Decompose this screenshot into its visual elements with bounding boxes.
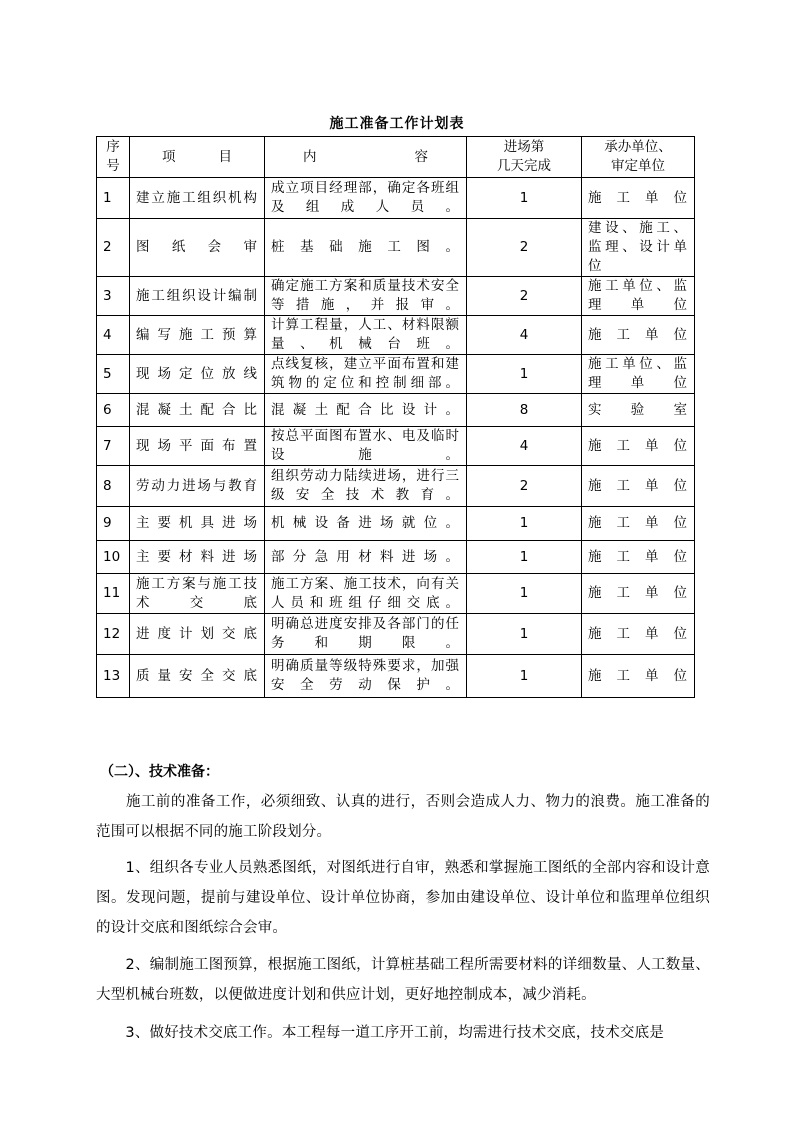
cell-unit: 施工单位: [582, 316, 695, 355]
preparation-plan-table: [96, 136, 695, 698]
cell-no: 5: [97, 355, 130, 394]
cell-content: 混凝土配合比设计。: [265, 394, 467, 427]
cell-days: 2: [467, 219, 582, 277]
header-no-line-1: 序: [106, 139, 120, 155]
table-row: [97, 355, 695, 394]
cell-item: 施工组织设计编制: [130, 277, 265, 316]
header-content-part-2: 容: [414, 148, 428, 165]
cell-item: 混凝土配合比: [130, 394, 265, 427]
cell-item: 现场定位放线: [130, 355, 265, 394]
table-row: [97, 277, 695, 316]
table-row: [97, 427, 695, 466]
table-row: [97, 614, 695, 655]
cell-content: 桩基础施工图。: [265, 219, 467, 277]
table-body: [97, 178, 695, 698]
header-no-line-2: 号: [106, 158, 120, 174]
table-row: [97, 541, 695, 574]
header-item: [130, 137, 265, 178]
cell-days: 1: [467, 614, 582, 655]
header-unit-line-1: 承办单位、: [604, 139, 672, 155]
cell-days: 2: [467, 466, 582, 507]
cell-days: 2: [467, 277, 582, 316]
cell-no: 4: [97, 316, 130, 355]
cell-days: 4: [467, 316, 582, 355]
cell-item: 劳动力进场与教育: [130, 466, 265, 507]
table-row: [97, 574, 695, 614]
table-row: [97, 316, 695, 355]
cell-no: 8: [97, 466, 130, 507]
paragraph-4: 3、做好技术交底工作。本工程每一道工序开工前，均需进行技术交底，技术交底是: [96, 1025, 665, 1041]
table-title: 施工准备工作计划表: [329, 116, 465, 132]
cell-item: 建立施工组织机构: [130, 178, 265, 219]
table-header-row: [97, 137, 695, 178]
cell-content: 机械设备进场就位。: [265, 507, 467, 541]
cell-unit: 建设、施工、监理、设计单位: [582, 219, 695, 277]
paragraph-2: 1、组织各专业人员熟悉图纸，对图纸进行自审，熟悉和掌握施工图纸的全部内容和设计意图。发现问题，提前与建设单位、设计单位协商，参加由建设单位、设计单位和监理单位组织的设计交底和图纸综合会审。: [96, 860, 710, 936]
cell-days: 1: [467, 655, 582, 698]
cell-content: 点线复核，建立平面布置和建筑物的定位和控制细部。: [265, 355, 467, 394]
cell-unit: 施工单位: [582, 614, 695, 655]
cell-unit: 施工单位: [582, 507, 695, 541]
cell-unit: 施工单位: [582, 574, 695, 614]
cell-days: 8: [467, 394, 582, 427]
cell-no: 12: [97, 614, 130, 655]
cell-unit: 施工单位、监理单位: [582, 355, 695, 394]
cell-item: 主要材料进场: [130, 541, 265, 574]
table-row: [97, 655, 695, 698]
paragraph-1: 施工前的准备工作，必须细致、认真的进行，否则会造成人力、物力的浪费。施工准备的范围可以根据不同的施工阶段划分。: [96, 794, 710, 840]
table-row: [97, 394, 695, 427]
cell-unit: 施工单位: [582, 655, 695, 698]
header-days-line-1: 进场第: [503, 139, 545, 155]
header-days: [467, 137, 582, 178]
cell-unit: 施工单位: [582, 427, 695, 466]
section-heading: （二）、技术准备：: [100, 764, 219, 780]
cell-content: 按总平面图布置水、电及临时设施。: [265, 427, 467, 466]
cell-content: 明确质量等级特殊要求，加强安全劳动保护。: [265, 655, 467, 698]
header-days-line-2: 几天完成: [497, 158, 551, 174]
table-row: [97, 466, 695, 507]
cell-item: 进度计划交底: [130, 614, 265, 655]
cell-item: 现场平面布置: [130, 427, 265, 466]
cell-days: 1: [467, 178, 582, 219]
header-unit: [582, 137, 695, 178]
cell-content: 部分急用材料进场。: [265, 541, 467, 574]
cell-no: 2: [97, 219, 130, 277]
cell-content: 组织劳动力陆续进场，进行三级安全技术教育。: [265, 466, 467, 507]
cell-item: 施工方案与施工技术交底: [130, 574, 265, 614]
cell-no: 1: [97, 178, 130, 219]
cell-days: 1: [467, 574, 582, 614]
cell-unit: 施工单位: [582, 541, 695, 574]
cell-days: 1: [467, 355, 582, 394]
cell-content: 成立项目经理部，确定各班组及组成人员。: [265, 178, 467, 219]
cell-days: 1: [467, 541, 582, 574]
cell-content: 计算工程量，人工、材料限额量、机械台班。: [265, 316, 467, 355]
header-content-part-1: 内: [303, 148, 317, 165]
cell-no: 9: [97, 507, 130, 541]
header-no: [97, 137, 130, 178]
cell-no: 10: [97, 541, 130, 574]
table-row: [97, 178, 695, 219]
cell-item: 图纸会审: [130, 219, 265, 277]
cell-no: 13: [97, 655, 130, 698]
header-unit-line-2: 审定单位: [611, 158, 665, 174]
cell-item: 质量安全交底: [130, 655, 265, 698]
cell-unit: 施工单位、监理单位: [582, 277, 695, 316]
cell-unit: 施工单位: [582, 466, 695, 507]
cell-no: 3: [97, 277, 130, 316]
cell-no: 6: [97, 394, 130, 427]
cell-unit: 施工单位: [582, 178, 695, 219]
cell-days: 4: [467, 427, 582, 466]
header-item-part-2: 目: [218, 148, 232, 165]
cell-no: 11: [97, 574, 130, 614]
cell-item: 编写施工预算: [130, 316, 265, 355]
table-row: [97, 219, 695, 277]
cell-unit: 实验室: [582, 394, 695, 427]
header-content: [265, 137, 467, 178]
cell-content: 确定施工方案和质量技术安全等措施，并报审。: [265, 277, 467, 316]
cell-no: 7: [97, 427, 130, 466]
cell-content: 明确总进度安排及各部门的任务和期限。: [265, 614, 467, 655]
paragraph-3: 2、编制施工图预算，根据施工图纸，计算桩基础工程所需要材料的详细数量、人工数量、大型机械台班数，以便做进度计划和供应计划，更好地控制成本，减少消耗。: [96, 957, 710, 1003]
table-row: [97, 507, 695, 541]
header-item-part-1: 项: [162, 148, 176, 165]
cell-content: 施工方案、施工技术，向有关人员和班组仔细交底。: [265, 574, 467, 614]
cell-days: 1: [467, 507, 582, 541]
cell-item: 主要机具进场: [130, 507, 265, 541]
